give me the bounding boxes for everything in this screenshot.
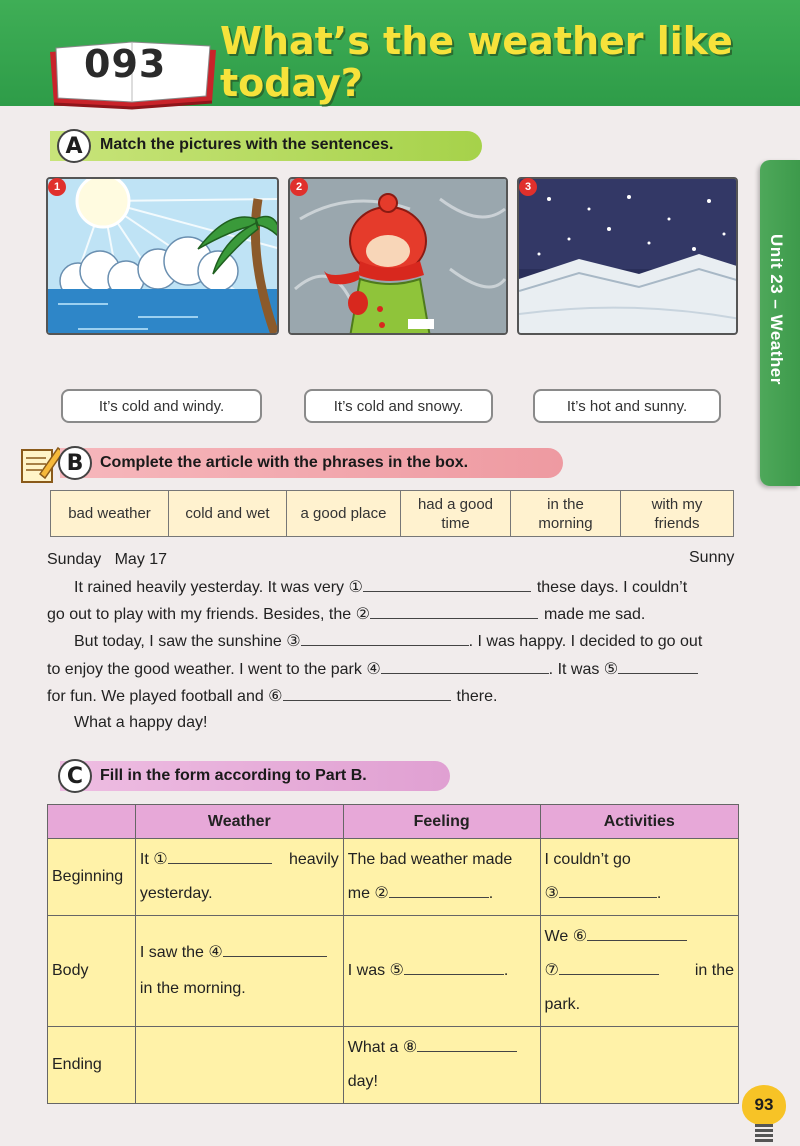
article-line-6: What a happy day! bbox=[74, 714, 208, 731]
header-empty bbox=[48, 805, 136, 839]
article-date: Sunday May 17 bbox=[47, 551, 168, 568]
cell-body-feeling: I was ⑤ . bbox=[343, 916, 540, 1027]
cell-body-activities: We ⑥ ⑦ in the park. bbox=[540, 916, 738, 1027]
form-blank-4[interactable] bbox=[223, 943, 327, 957]
weather-form-table bbox=[47, 804, 739, 1104]
picture-sunny bbox=[46, 177, 279, 335]
lesson-number: 093 bbox=[84, 42, 167, 86]
cell-ending-feeling: What a ⑧ day! bbox=[343, 1027, 540, 1104]
form-blank-2[interactable] bbox=[389, 884, 489, 898]
unit-tab-label: Unit 23 – Weather bbox=[767, 234, 786, 385]
section-c-letter: C bbox=[58, 759, 92, 793]
unit-side-tab bbox=[760, 160, 800, 486]
cell-beginning-weather: It ① heavily yesterday. bbox=[135, 839, 343, 916]
sentence-option-1[interactable]: It’s cold and windy. bbox=[61, 389, 262, 423]
table-row-beginning bbox=[48, 839, 739, 916]
picture-windy bbox=[288, 177, 508, 335]
page-number: 93 bbox=[742, 1085, 786, 1125]
cell-body-weather: I saw the ④ in the morning. bbox=[135, 916, 343, 1027]
phrase-box bbox=[50, 490, 734, 537]
form-blank-7[interactable] bbox=[559, 961, 659, 975]
blank-6[interactable] bbox=[283, 687, 451, 701]
table-row-ending bbox=[48, 1027, 739, 1104]
cell-ending-weather bbox=[135, 1027, 343, 1104]
snowy-night-icon bbox=[519, 179, 738, 335]
table-header-row bbox=[48, 805, 739, 839]
picture-snowy bbox=[517, 177, 738, 335]
row-label-ending: Ending bbox=[48, 1027, 136, 1104]
article-line-4: to enjoy the good weather. I went to the park ④ . It was ⑤ bbox=[47, 659, 698, 679]
header-feeling: Feeling bbox=[343, 805, 540, 839]
sentence-option-3[interactable]: It’s hot and sunny. bbox=[533, 389, 721, 423]
article-line-2: go out to play with my friends. Besides, the ② made me sad. bbox=[47, 606, 646, 623]
phrase-cold-and-wet: cold and wet bbox=[169, 491, 287, 536]
section-a-instruction: Match the pictures with the sentences. bbox=[100, 136, 394, 153]
section-b-instruction: Complete the article with the phrases in the box. bbox=[100, 454, 469, 471]
sunny-beach-icon bbox=[48, 179, 279, 335]
section-a-letter: A bbox=[57, 129, 91, 163]
article-line-3: But today, I saw the sunshine ③ . I was happy. I decided to go out bbox=[74, 633, 703, 650]
phrase-with-my-friends: with my friends bbox=[651, 495, 703, 532]
article-line-5: for fun. We played football and ⑥ there. bbox=[47, 688, 498, 705]
header-activities: Activities bbox=[540, 805, 738, 839]
picture-number-2: 2 bbox=[290, 178, 308, 196]
row-label-body: Body bbox=[48, 916, 136, 1027]
phrase-in-the-morning: in the morning bbox=[511, 491, 621, 536]
cell-beginning-feeling: The bad weather made me ② . bbox=[343, 839, 540, 916]
title-line-2: today? bbox=[220, 61, 363, 105]
page-title bbox=[220, 20, 780, 104]
blank-2[interactable] bbox=[370, 605, 538, 619]
picture-number-1: 1 bbox=[48, 178, 66, 196]
blank-4[interactable] bbox=[381, 660, 549, 674]
article-weather: Sunny bbox=[689, 549, 735, 566]
form-blank-5[interactable] bbox=[404, 961, 504, 975]
title-line-1: What’s the weather like bbox=[220, 19, 733, 63]
form-blank-3[interactable] bbox=[559, 884, 657, 898]
article-line-1: It rained heavily yesterday. It was very ① these days. I couldn’t bbox=[74, 579, 688, 596]
table-row-body bbox=[48, 916, 739, 1027]
blank-3[interactable] bbox=[301, 632, 469, 646]
cell-ending-activities bbox=[540, 1027, 738, 1104]
form-blank-8[interactable] bbox=[417, 1038, 517, 1052]
phrase-bad-weather: bad weather bbox=[51, 491, 169, 536]
form-blank-6[interactable] bbox=[587, 927, 687, 941]
section-b-letter: B bbox=[58, 446, 92, 480]
phrase-had-a-good-time: had a good time bbox=[401, 491, 511, 536]
phrase-a-good-place: a good place bbox=[287, 491, 401, 536]
blank-5[interactable] bbox=[618, 660, 698, 674]
picture-number-3: 3 bbox=[519, 178, 537, 196]
windy-girl-icon bbox=[290, 179, 508, 335]
form-blank-1[interactable] bbox=[168, 850, 272, 864]
header-weather: Weather bbox=[135, 805, 343, 839]
cell-beginning-activities: I couldn’t go ③ . bbox=[540, 839, 738, 916]
sentence-option-2[interactable]: It’s cold and snowy. bbox=[304, 389, 493, 423]
lightbulb-icon bbox=[755, 1124, 773, 1142]
section-c-instruction: Fill in the form according to Part B. bbox=[100, 767, 367, 784]
row-label-beginning: Beginning bbox=[48, 839, 136, 916]
blank-1[interactable] bbox=[363, 578, 531, 592]
